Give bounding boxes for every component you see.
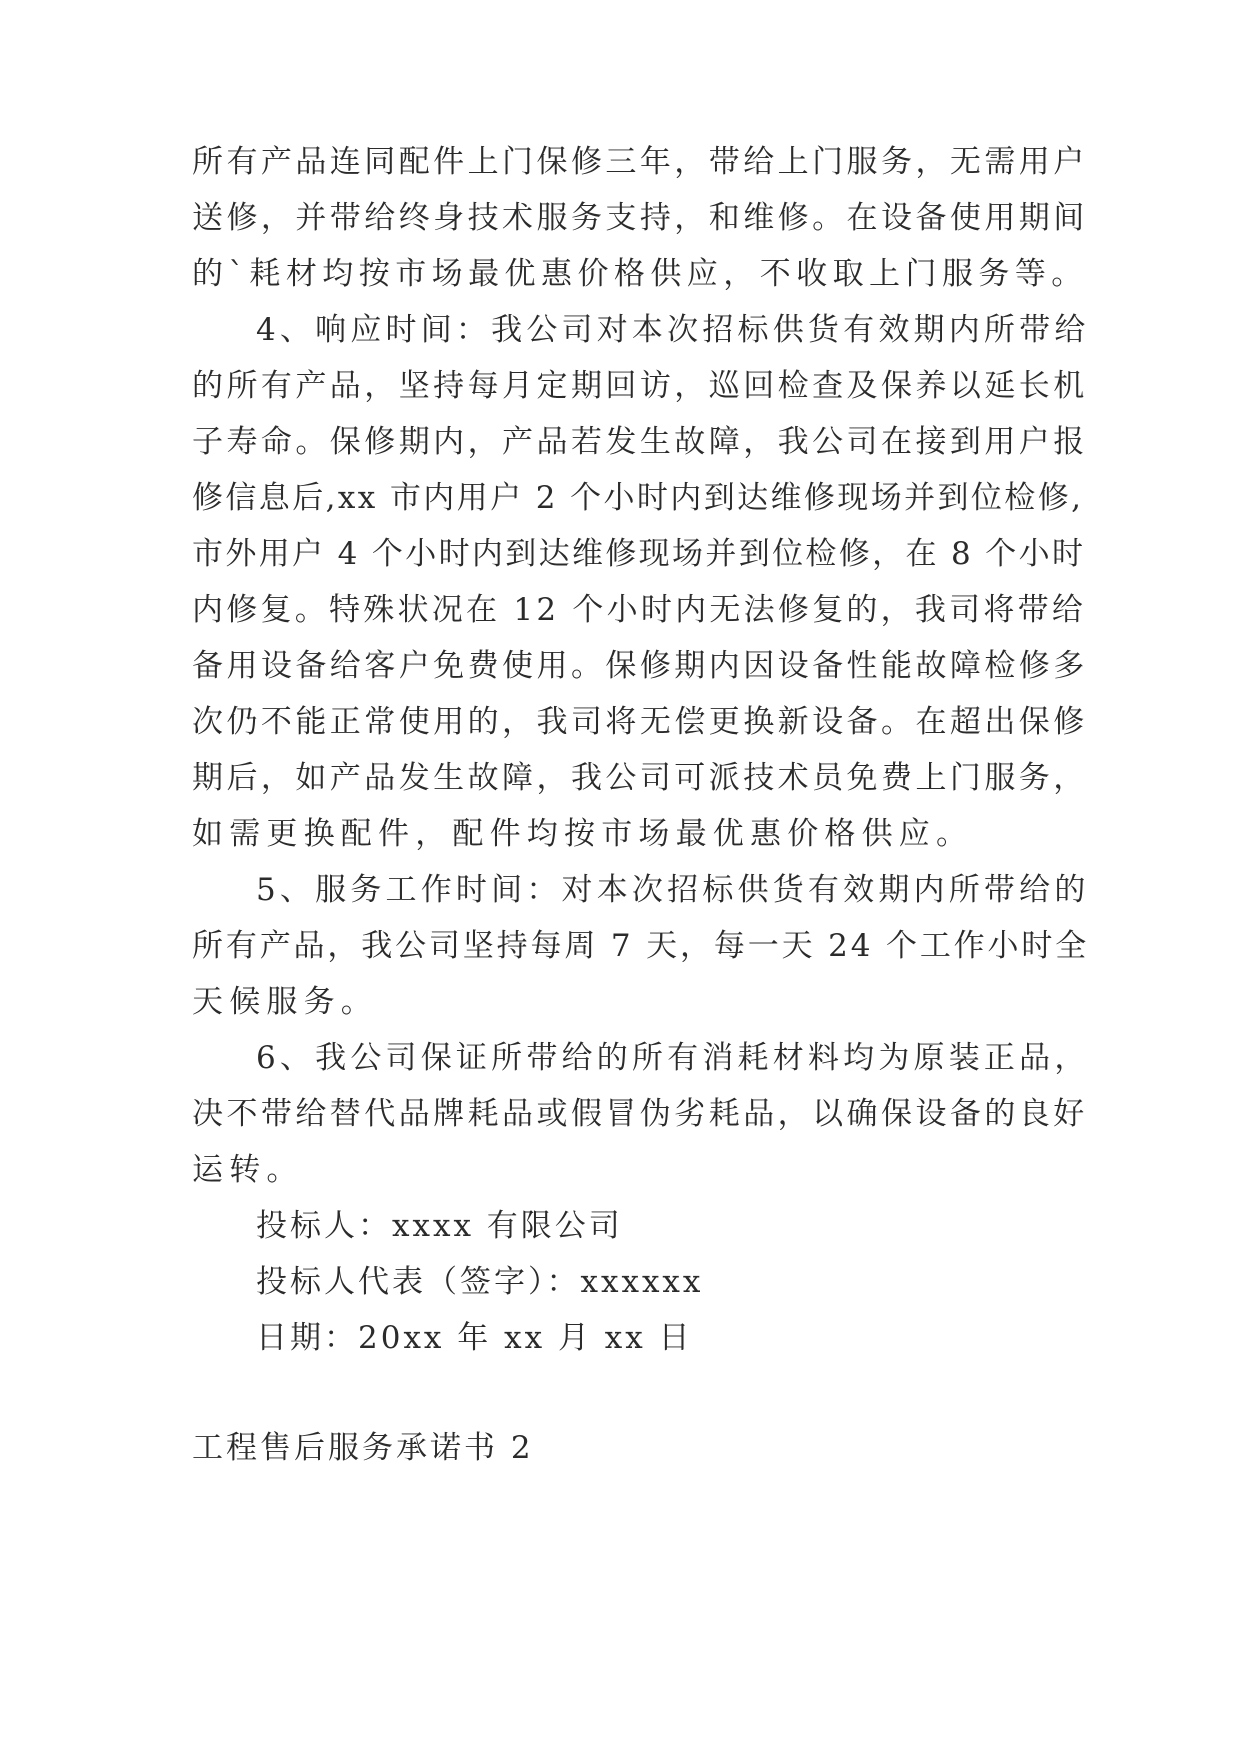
paragraph-line: 如需更换配件，配件均按市场最优惠价格供应。 — [192, 816, 974, 852]
paragraph-line: 所有产品，我公司坚持每周 7 天，每一天 24 个工作小时全 — [192, 928, 1090, 964]
paragraph-line: 备用设备给客户免费使用。保修期内因设备性能故障检修多 — [192, 648, 1088, 684]
date-line: 日期：20xx 年 xx 月 xx 日 — [256, 1320, 693, 1356]
bidder-line: 投标人：xxxx 有限公司 — [256, 1208, 623, 1244]
paragraph-line: 的`耗材均按市场最优惠价格供应，不收取上门服务等。 — [192, 256, 1088, 292]
bidder-representative-line: 投标人代表（签字）：xxxxxx — [256, 1264, 704, 1300]
paragraph-line: 市外用户 4 个小时内到达维修现场并到位检修，在 8 个小时 — [192, 536, 1086, 572]
paragraph-line: 送修，并带给终身技术服务支持，和维修。在设备使用期间 — [192, 200, 1088, 236]
paragraph-line: 5、服务工作时间：对本次招标供货有效期内所带给的 — [256, 872, 1090, 908]
paragraph-line: 6、我公司保证所带给的所有消耗材料均为原装正品， — [256, 1040, 1090, 1076]
paragraph-line: 修信息后,xx 市内用户 2 个小时内到达维修现场并到位检修, — [192, 480, 1084, 516]
paragraph-line: 决不带给替代品牌耗品或假冒伪劣耗品，以确保设备的良好 — [192, 1096, 1088, 1132]
paragraph-line: 内修复。特殊状况在 12 个小时内无法修复的，我司将带给 — [192, 592, 1087, 628]
paragraph-line: 所有产品连同配件上门保修三年，带给上门服务，无需用户 — [192, 144, 1088, 180]
paragraph-line: 子寿命。保修期内，产品若发生故障，我公司在接到用户报 — [192, 424, 1088, 460]
paragraph-line: 4、响应时间：我公司对本次招标供货有效期内所带给 — [256, 312, 1090, 348]
paragraph-line: 期后，如产品发生故障，我公司可派技术员免费上门服务， — [192, 760, 1088, 796]
paragraph-line: 天候服务。 — [192, 984, 378, 1020]
paragraph-line: 的所有产品，坚持每月定期回访，巡回检查及保养以延长机 — [192, 368, 1088, 404]
paragraph-line: 次仍不能正常使用的，我司将无偿更换新设备。在超出保修 — [192, 704, 1088, 740]
paragraph-line: 运转。 — [192, 1152, 304, 1188]
section-heading: 工程售后服务承诺书 2 — [192, 1430, 534, 1466]
